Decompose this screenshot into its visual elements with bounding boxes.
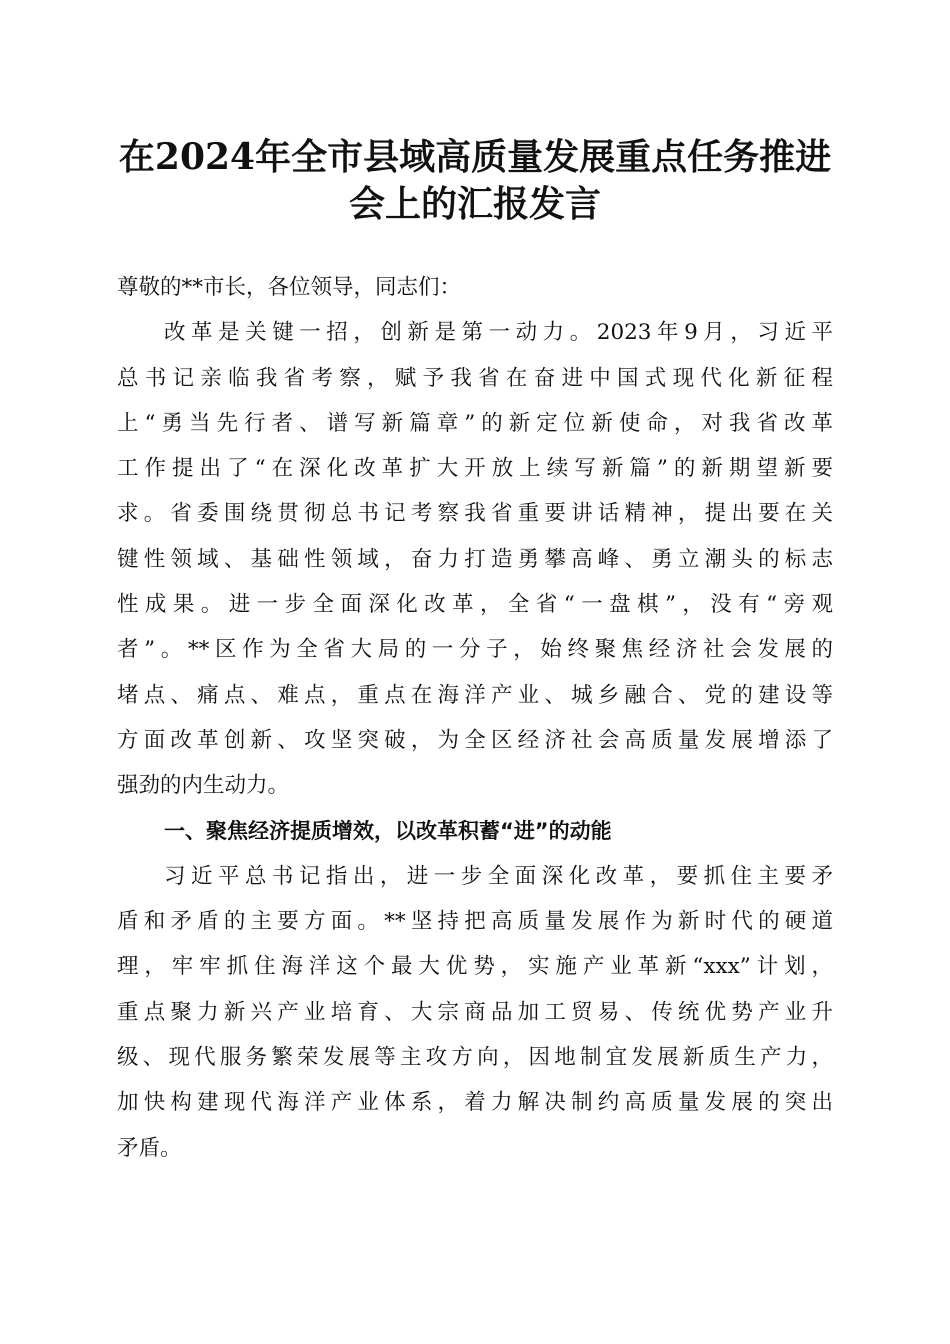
- paragraph-line: 级、现代服务繁荣发展等主攻方向，因地制宜发展新质生产力，: [117, 1045, 833, 1071]
- paragraph-line: 总书记亲临我省考察，赋予我省在奋进中国式现代化新征程: [117, 365, 833, 391]
- paragraph-line: 堵点、痛点、难点，重点在海洋产业、城乡融合、党的建设等: [117, 682, 833, 708]
- paragraph-line: 者”。**区作为全省大局的一分子，始终聚焦经济社会发展的: [117, 637, 833, 663]
- paragraph-line: 求。省委围绕贯彻总书记考察我省重要讲话精神，提出要在关: [117, 501, 833, 527]
- paragraph-2: [117, 854, 833, 1171]
- paragraph-line: 强劲的内生动力。: [117, 773, 290, 799]
- paragraph-line: 方面改革创新、攻坚突破，为全区经济社会高质量发展增添了: [117, 727, 833, 753]
- paragraph-line: 矛盾。: [117, 1135, 182, 1161]
- section-heading-1: 一、聚焦经济提质增效，以改革积蓄“进”的动能: [164, 818, 612, 843]
- title-line-2: 会上的汇报发言: [348, 183, 601, 225]
- salutation: 尊敬的**市长，各位领导，同志们：: [117, 275, 462, 300]
- document-body: [117, 265, 833, 1171]
- paragraph-line: 盾和矛盾的主要方面。**坚持把高质量发展作为新时代的硬道: [117, 909, 833, 935]
- title-line-1: 在2024年全市县域高质量发展重点任务推进: [118, 136, 832, 178]
- paragraph-line: 习近平总书记指出，进一步全面深化改革，要抓住主要矛: [164, 863, 833, 889]
- paragraph-line: 性成果。进一步全面深化改革，全省“一盘棋”，没有“旁观: [117, 592, 833, 618]
- paragraph-line: 上“勇当先行者、谱写新篇章”的新定位新使命，对我省改革: [117, 410, 833, 436]
- document-title: [100, 134, 850, 228]
- paragraph-line: 加快构建现代海洋产业体系，着力解决制约高质量发展的突出: [117, 1090, 833, 1116]
- paragraph-line: 工作提出了“在深化改革扩大开放上续写新篇”的新期望新要: [117, 456, 833, 482]
- paragraph-line: 键性领域、基础性领域，奋力打造勇攀高峰、勇立潮头的标志: [117, 546, 833, 572]
- paragraph-line: 重点聚力新兴产业培育、大宗商品加工贸易、传统优势产业升: [117, 999, 833, 1025]
- paragraph-line: 改革是关键一招，创新是第一动力。2023年9月，习近平: [164, 320, 833, 346]
- paragraph-1: [117, 310, 833, 808]
- paragraph-line: 理，牢牢抓住海洋这个最大优势，实施产业革新“xxx”计划，: [117, 954, 833, 980]
